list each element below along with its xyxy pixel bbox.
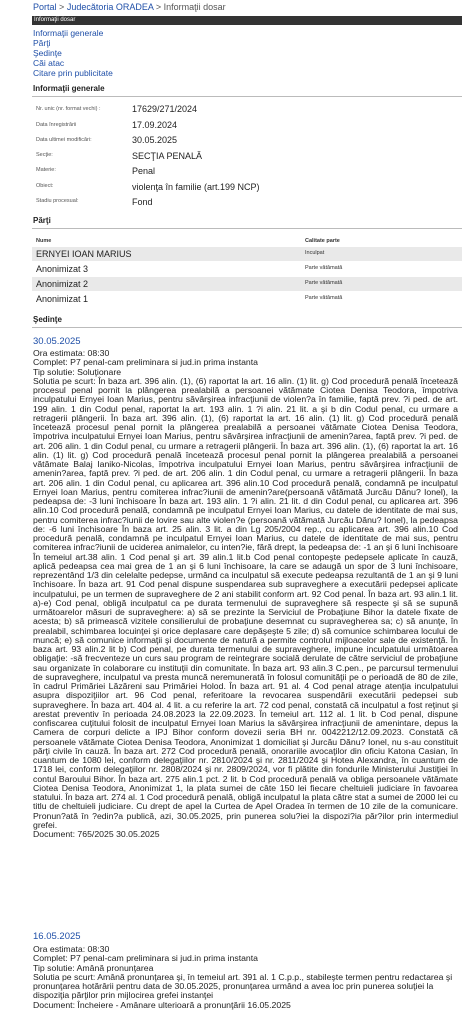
breadcrumb [33, 2, 226, 12]
breadcrumb-separator: > [59, 2, 65, 12]
parties-heading: Părţi [33, 216, 51, 225]
field-value-section: SECŢIA PENALĂ [132, 151, 203, 161]
party-row [32, 262, 462, 276]
field-label-case-number: Nr. unic (nr. format vechi) : [36, 106, 101, 112]
session-solution-summary: Solutia pe scurt: Amână pronunţarea şi, în temeiul art. 391 al. 1 C.p.p., stabileşte termen pentru redactarea şi pronunţarea hotărârii pentru data de 30.05.2025, pronunţarea urmând a avea loc prin punerea soluţiei la dispoziţia părţilor prin mijlocirea grefei instanţei [33, 971, 453, 1001]
field-value-case-number: 17629/271/2024 [132, 104, 198, 114]
field-label-registration-date: Data înregistrării [36, 122, 77, 128]
party-role: Inculpat [305, 250, 325, 256]
party-row [32, 247, 462, 261]
session-time: Ora estimata: 08:30 [33, 348, 110, 358]
breadcrumb-portal-link[interactable]: Portal [33, 2, 57, 12]
sessions-heading: Şedinţe [33, 315, 62, 324]
session-date: 16.05.2025 [33, 931, 81, 942]
toc-link-informatii-generale[interactable]: Informaţii generale [33, 28, 104, 38]
session-details [33, 349, 458, 839]
field-value-object: violenţa în familie (art.199 NCP) [132, 182, 260, 192]
party-name: Anonimizat 2 [36, 279, 89, 289]
party-name: Anonimizat 1 [36, 294, 89, 304]
party-name: ERNYEI IOAN MARIUS [36, 249, 132, 259]
toc-link-parti[interactable]: Părţi [33, 38, 51, 48]
table-of-contents [33, 28, 113, 78]
party-row [32, 277, 462, 291]
field-value-registration-date: 17.09.2024 [132, 120, 178, 130]
toc-link-sedinte[interactable]: Şedinţe [33, 48, 62, 58]
breadcrumb-current: Informaţii dosar [163, 2, 226, 12]
parties-column-name: Nume [36, 238, 52, 244]
session-solution-summary: Solutia pe scurt: În baza art. 396 alin. (1), (6) raportat la art. 16 alin. (1) lit. g) Cod procedură penală încetează procesul penal pornit la plângerea prealabilă a persoanei vătămate Ciotea Denisa Teodora, împotriva inculpatului Ernyei Ioan Marius, pentru săvârşirea infracţiunii de violen?a în familie, faptă prev. ?i ped. de art. 199 alin. 1 din Codul penal, raportat la art. 193 alin. 1 ?i alin. 21 lit. a şi b din Codul penal, cu urmare a retragerii plângerii. În baza art. 396 alin. (1), (6) raportat la art. 16 alin. (1) lit. g) Cod procedură penală încetează procesul penal pornit la plângerea prealabilă a persoanei vătămate Ciotea Denisa Teodora, împotriva inculpatului Ernyei Ioan Marius, pentru săvârşirea infracţiunii de amenin?area, faptă prev. ?i ped. de art. 206 alin. 1 din Codul penal, cu urmare a retragerii plângerii. În baza art. 396 alin. (1), (6) raportat la art. 16 alin. (1) lit. g) Cod procedură penală încetează procesul penal pornit la plângerea prealabilă a persoanei vătămate Balaj Ianiko-Nicolas, împotriva inculpatului Ernyei Ioan Marius, pentru săvârşirea infracţiunii de amenin?area, faptă prev. ?i ped. de art. 206 alin. 1 din Codul penal, cu urmare a retragerii plângerii. În baza art. 206 alin. 1 din Codul penal, cu aplicarea art. 396 alin.10 Cod procedură penală, condamnă pe inculpatul Ernyei Ioan Marius, pentru comiterea infrac?iunii de amenin?are(persoană vătămată Jurcău Dănu? Ionel), la pedeapsa de: -3 luni închisoare În baza art. 193 alin. 1 ?i alin. 21 lit. d din Codul penal, cu aplicarea art. 396 alin.10 Cod procedură penală, condamnă pe inculpatul Ernyei Ioan Marius, cu datele de identitate de mai sus, pentru comiterea infrac?iunii de lovire sau alte violen?e (persoană vătămată Jurcău Dănu? Ionel), la pedeapsa de: -6 luni închisoare În baza art. 25 alin. 3 lit. a din Lg 205/2004 rep., cu aplicarea art. 396 alin.10 Cod procedură penală, condamnă pe inculpatul Ernyei Ioan Marius, cu datele de identitate de mai sus, pentru comiterea infrac?iunii de uciderea animalelor, cu inten?ie, fără drept, la pedeapsa de: -1 an şi 6 luni închisoare În temeiul art.38 alin. 1 Cod penal şi art. 39 alin.1 lit.b Cod penal contopeşte pedepsele aplicate în cauză, aplică pedeapsa cea mai grea de 1 an şi 6 luni închisoare, la care se adaugă un spor de 3 luni închisoare, reprezentând 1/3 din celelalte pedepse, urmând ca inculpatul să execute pedeapsa rezultantă de 1 an şi 9 luni închisoare. În baza art. 91 Cod penal dispune suspendarea sub supraveghere a executării pedepsei aplicate inculpatului, pe un termen de supraveghere de 2 ani stabilit conform art. 92 Cod penal. În baza art. 93 alin.1 lit. a)-e) Cod penal, obligă inculpatul ca pe durata termenului de supraveghere să respecte şi să se supună următoarelor măsuri de supraveghere: a) să se prezinte la Serviciul de Probaţiune Bihor la datele fixate de acesta; b) să primească vizitele consilierului de probaţiune desemnat cu supravegherea sa; c) să anunţe, în prealabil, schimbarea locuinţei şi orice deplasare care depăşeşte 5 zile; d) să comunice schimbarea locului de muncă; e) să comunice informaţii şi documente de natură a permite controlul mijloacelor sale de existenţă. În baza art. 93 alin.2 lit b) Cod penal, pe durata termenului de supraveghere, impune inculpatului următoarea obligaţie: -să frecventeze un curs sau program de reintegrare socială derulate de către serviciul de probaţiune sau organizate în colaborare cu instituţii din comunitate. În baza art. 93 alin.3 C.pen., pe parcursul termenului de supraveghere, inculpatul va presta muncă neremunerată în folosul comunităţii pe o perioadă de 80 de zile, în cadrul Primăriei Lăzăreni sau Primăriei Holod. În baza art. 91 al. 4 Cod penal atrage atenţia inculpatului asupra dispoziţiilor art. 96 Cod penal, referitoare la revocarea suspendării executării pedepsei sub supraveghere. În baza art. 404 al. 4 lit. a cu referire la art. 72 cod penal, constată că inculpatul a fost reţinut şi arestat preventiv în perioada 24.08.2023 la 22.09.2023. În temeiul art. 112 al. 1 lit. b Cod penal, dispune confiscarea cuţitului folosit de inculpatul Ernyei Ioan Marius la săvârşirea infracţiunii de amenintare, depus la Camera de corpuri delicte a IPJ Bihor conform dovezii seria BH nr. 0042212/12.09.2023. Constată că persoanele vătămate Ciotea Denisa Teodora, Anonimizat 1 domiciliat şi Jurcău Dănu? Ionel, nu s-au constituit părţi civile în cauză. În baza art. 272 Cod procedură penală, onorariile avocaţilor din oficiu Katona Casian, în cuantum de 1080 lei, conform delegaţiilor nr. 2810/2024 şi nr. 2811/2024 şi Hotea Alexandra, în cuantum de 1718 lei, conform delegaţiilor nr. 2808/2024 şi nr. 2809/2024, vor fi plătite din fondurile Ministerului Justiţiei în contul Baroului Bihor. În baza art. 275 alin.1 pct. 2 lit. b Cod procedură penală va obliga persoanele vătămate Ciotea Denisa Teodora, Anonimizat 1, la plata sumei de câte 150 lei fiecare cheltuieli judiciare în favoarea statului. În baza art. 274 al. 1 Cod procedură penală, obligă inculpatul la plata către stat a sumei de 2000 lei cu titlu de cheltuieli judiciare. Cu drept de apel la Curtea de Apel Oradea în termen de 10 zile de la comunicare. Pronun?ată în ?edin?a publică, azi, 30.05.2025, prin punerea solu?iei la dispozi?ia păr?ilor prin intermediul grefei. [33, 375, 458, 830]
toc-link-citare[interactable]: Citare prin publicitate [33, 68, 113, 78]
session-date: 30.05.2025 [33, 336, 81, 347]
session-panel: Complet: P7 penal-cam preliminara si jud.in prima instanta [33, 357, 259, 368]
field-label-section: Secţie: [36, 152, 53, 158]
session-document: Document: Încheiere - Amânare ulterioară a pronunţării 16.05.2025 [33, 999, 291, 1010]
section-header-bar: Informaţii dosar [32, 16, 462, 25]
toc-link-cai-atac[interactable]: Căi atac [33, 58, 65, 68]
session-panel: Complet: P7 penal-cam preliminara si jud.in prima instanta [33, 953, 259, 964]
breadcrumb-separator: > [155, 2, 162, 12]
breadcrumb-court-link[interactable]: Judecătoria ORADEA [66, 2, 154, 12]
field-label-matter: Materie: [36, 167, 56, 173]
session-solution-type: Tip solutie: Amână pronunţarea [33, 962, 154, 973]
general-info-heading: Informaţii generale [33, 84, 105, 93]
parties-column-role: Calitate parte [305, 238, 340, 244]
field-label-object: Obiect: [36, 183, 54, 189]
field-value-last-modified: 30.05.2025 [132, 135, 178, 145]
divider [32, 96, 462, 97]
divider [32, 228, 462, 229]
party-role: Parte vătămată [305, 265, 343, 271]
session-time: Ora estimata: 08:30 [33, 944, 110, 954]
field-label-stage: Stadiu procesual: [36, 198, 79, 204]
field-value-matter: Penal [132, 166, 156, 176]
session-solution-type: Tip solutie: Soluţionare [33, 366, 122, 377]
field-value-stage: Fond [132, 197, 153, 207]
party-role: Parte vătămată [305, 280, 343, 286]
session-document: Document: 765/2025 30.05.2025 [33, 829, 160, 839]
party-name: Anonimizat 3 [36, 264, 89, 274]
divider [32, 327, 462, 328]
party-role: Parte vătămată [305, 295, 343, 301]
field-label-last-modified: Data ultimei modificări: [36, 137, 92, 143]
session-details [33, 945, 458, 1010]
party-row [32, 292, 462, 306]
